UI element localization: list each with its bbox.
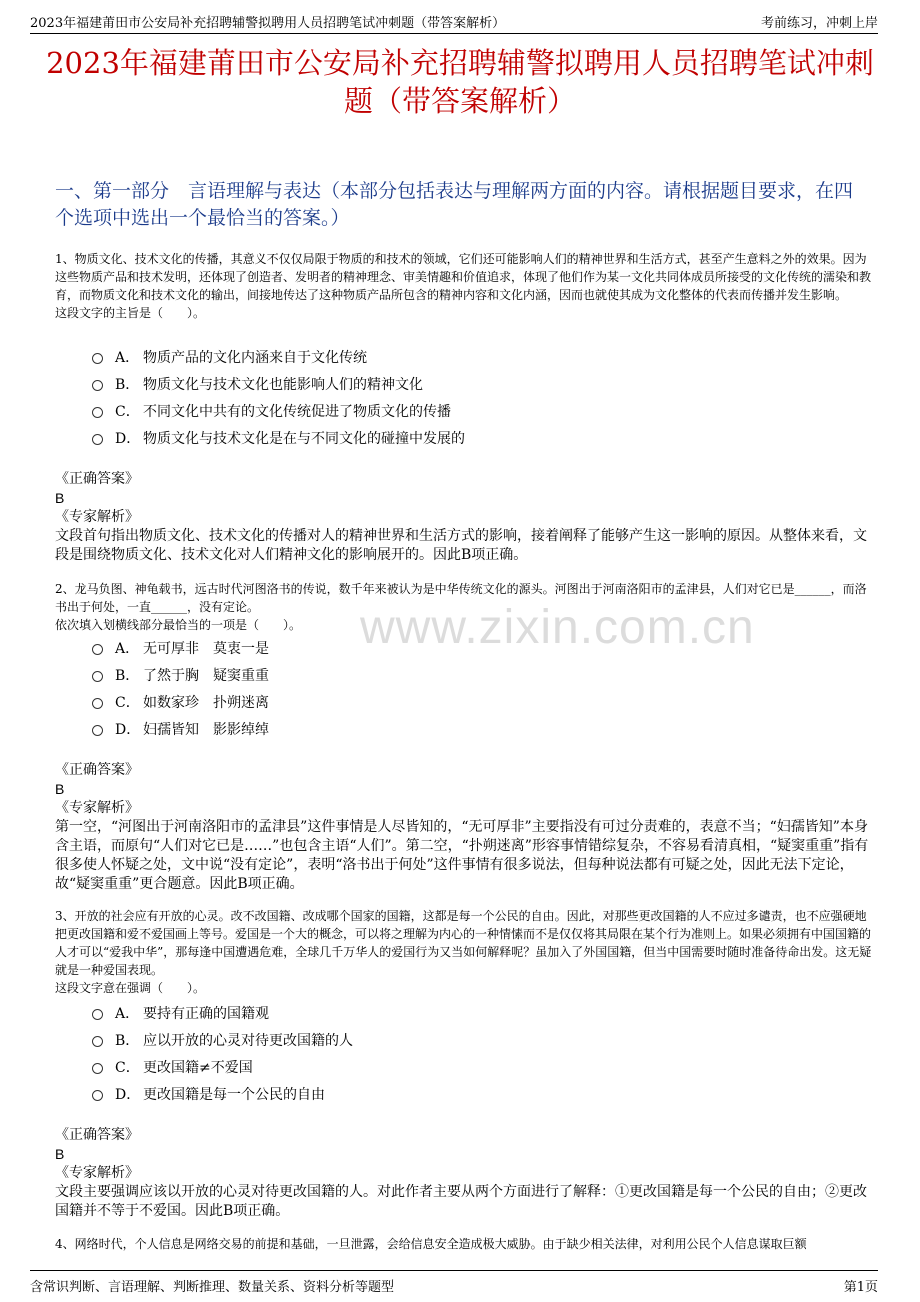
question-prompt: 这段文字的主旨是（ ）。 <box>55 306 206 320</box>
explanation-label: 《专家解析》 <box>55 800 139 816</box>
page-number: 第1页 <box>843 1280 878 1295</box>
question-3-explanation <box>55 1164 872 1221</box>
option-text: 应以开放的心灵对待更改国籍的人 <box>143 1032 353 1049</box>
section-heading: 一、第一部分 言语理解与表达（本部分包括表达与理解两方面的内容。请根据题目要求，在四个选项中选出一个最恰当的答案。） <box>55 180 854 229</box>
radio-icon[interactable] <box>92 725 103 736</box>
answer-value: B <box>55 1146 65 1162</box>
answer-label: 《正确答案》 <box>55 762 139 778</box>
explanation-text: 第一空，“河图出于河南洛阳市的孟津县”这件事情是人尽皆知的，“无可厚非”主要指没有可过分责难的，表意不当；“妇孺皆知”本身含主语，而原句“人们对它已是……”也包含主语“人们”。第二空，“扑朔迷离”形容事情错综复杂，不容易看清真相，“疑窦重重”指有很多使人怀疑之处，文中说“没有定论”，表明“洛书出于何处”这件事情有很多说法，但每种说法都有可疑之处，因此无法下定论，故“疑窦重重”更合题意。因此B项正确。 <box>55 819 869 892</box>
answer-label: 《正确答案》 <box>55 1127 139 1143</box>
option-c[interactable] <box>92 1053 353 1080</box>
question-prompt: 这段文字意在强调（ ）。 <box>55 981 206 995</box>
radio-icon[interactable] <box>92 1036 103 1047</box>
radio-icon[interactable] <box>92 1063 103 1074</box>
option-letter: D． <box>115 1086 141 1103</box>
question-1 <box>55 250 872 322</box>
answer-value: B <box>55 490 65 506</box>
answer-label: 《正确答案》 <box>55 471 139 487</box>
question-2 <box>55 580 872 634</box>
option-letter: A． <box>115 640 140 657</box>
option-letter: C． <box>115 1059 140 1076</box>
radio-icon[interactable] <box>92 671 103 682</box>
question-3-answer <box>55 1126 872 1164</box>
radio-icon[interactable] <box>92 353 103 364</box>
header-divider <box>30 33 878 34</box>
page-header-left: 2023年福建莆田市公安局补充招聘辅警拟聘用人员招聘笔试冲刺题（带答案解析） <box>30 16 506 31</box>
radio-icon[interactable] <box>92 644 103 655</box>
question-stem: 4、网络时代，个人信息是网络交易的前提和基础，一旦泄露，会给信息安全造成极大威胁。由于缺少相关法律，对利用公民个人信息谋取巨额 <box>55 1237 807 1251</box>
option-d[interactable] <box>92 424 465 451</box>
page-header-right: 考前练习，冲刺上岸 <box>760 16 878 31</box>
option-text: 妇孺皆知 影影绰绰 <box>143 721 269 738</box>
question-2-answer <box>55 761 872 799</box>
question-2-explanation <box>55 799 872 894</box>
explanation-label: 《专家解析》 <box>55 1165 139 1181</box>
option-letter: A． <box>115 1005 140 1022</box>
option-text: 要持有正确的国籍观 <box>143 1005 269 1022</box>
explanation-text: 文段主要强调应该以开放的心灵对待更改国籍的人。对此作者主要从两个方面进行了解释：①更改国籍是每一个公民的自由；②更改国籍并不等于不爱国。因此B项正确。 <box>55 1184 867 1219</box>
question-1-explanation <box>55 508 872 565</box>
question-2-options <box>92 634 269 742</box>
radio-icon[interactable] <box>92 698 103 709</box>
radio-icon[interactable] <box>92 407 103 418</box>
question-stem: 2、龙马负图、神龟载书，远古时代河图洛书的传说，数千年来被认为是中华传统文化的源头。河图出于河南洛阳市的孟津县，人们对它已是______，而洛书出于何处，一直______，没有定论。 <box>55 582 867 614</box>
option-d[interactable] <box>92 715 269 742</box>
question-stem: 3、开放的社会应有开放的心灵。改不改国籍、改成哪个国家的国籍，这都是每一个公民的自由。因此，对那些更改国籍的人不应过多谴责，也不应强硬地把更改国籍和爱不爱国画上等号。爱国是一个大的概念，可以将之理解为内心的一种情愫而不是仅仅将其局限在某个行为准则上。如果必须拥有中国国籍的人才可以“爱我中华”，那每逢中国遭遇危难，全球几千万华人的爱国行为又当如何解释呢？虽加入了外国国籍，但当中国需要时随时准备待命出发。这无疑就是一种爱国表现。 <box>55 909 872 977</box>
option-text: 不同文化中共有的文化传统促进了物质文化的传播 <box>143 403 451 420</box>
option-text: 如数家珍 扑朔迷离 <box>143 694 269 711</box>
footer-divider <box>30 1270 878 1271</box>
page-footer-left: 含常识判断、言语理解、判断推理、数量关系、资料分析等题型 <box>30 1280 395 1295</box>
option-text: 更改国籍≠不爱国 <box>143 1059 253 1076</box>
option-b[interactable] <box>92 1026 353 1053</box>
question-4 <box>55 1235 872 1255</box>
option-letter: C． <box>115 694 140 711</box>
option-letter: D． <box>115 430 141 447</box>
question-1-options <box>92 343 465 451</box>
option-a[interactable] <box>92 634 269 661</box>
question-3-options <box>92 999 353 1107</box>
radio-icon[interactable] <box>92 434 103 445</box>
option-text: 物质产品的文化内涵来自于文化传统 <box>143 349 367 366</box>
option-text: 物质文化与技术文化也能影响人们的精神文化 <box>143 376 423 393</box>
option-letter: A． <box>115 349 140 366</box>
radio-icon[interactable] <box>92 1009 103 1020</box>
option-text: 无可厚非 莫衷一是 <box>143 640 269 657</box>
question-stem: 1、物质文化、技术文化的传播，其意义不仅仅局限于物质的和技术的领域，它们还可能影响人们的精神世界和生活方式，甚至产生意料之外的效果。因为这些物质产品和技术发明，还体现了创造者、发明者的精神理念、审美情趣和价值追求，体现了他们作为某一文化共同体成员所接受的文化传统的濡染和教育，而物质文化和技术文化的输出，间接地传达了这种物质产品所包含的精神内容和文化内涵，因而也就使其成为文化整体的代表而传播并发生影响。 <box>55 252 872 302</box>
option-text: 物质文化与技术文化是在与不同文化的碰撞中发展的 <box>143 430 465 447</box>
radio-icon[interactable] <box>92 1090 103 1101</box>
option-letter: B． <box>115 376 140 393</box>
explanation-text: 文段首句指出物质文化、技术文化的传播对人的精神世界和生活方式的影响，接着阐释了能够产生这一影响的原因。从整体来看，文段是围绕物质文化、技术文化对人们精神文化的影响展开的。因此B项正确。 <box>55 528 867 563</box>
option-c[interactable] <box>92 397 465 424</box>
question-1-answer <box>55 470 872 508</box>
watermark: www.zixin.com.cn <box>360 601 755 654</box>
option-a[interactable] <box>92 343 465 370</box>
option-b[interactable] <box>92 370 465 397</box>
option-d[interactable] <box>92 1080 353 1107</box>
question-3 <box>55 907 872 997</box>
option-letter: C． <box>115 403 140 420</box>
explanation-label: 《专家解析》 <box>55 509 139 525</box>
radio-icon[interactable] <box>92 380 103 391</box>
option-text: 更改国籍是每一个公民的自由 <box>143 1086 325 1103</box>
document-title: 2023年福建莆田市公安局补充招聘辅警拟聘用人员招聘笔试冲刺题（带答案解析） <box>46 46 874 118</box>
answer-value: B <box>55 781 65 797</box>
option-c[interactable] <box>92 688 269 715</box>
option-a[interactable] <box>92 999 353 1026</box>
option-text: 了然于胸 疑窦重重 <box>143 667 269 684</box>
option-letter: B． <box>115 667 140 684</box>
question-prompt: 依次填入划横线部分最恰当的一项是（ ）。 <box>55 618 302 632</box>
option-letter: D． <box>115 721 141 738</box>
option-letter: B． <box>115 1032 140 1049</box>
option-b[interactable] <box>92 661 269 688</box>
